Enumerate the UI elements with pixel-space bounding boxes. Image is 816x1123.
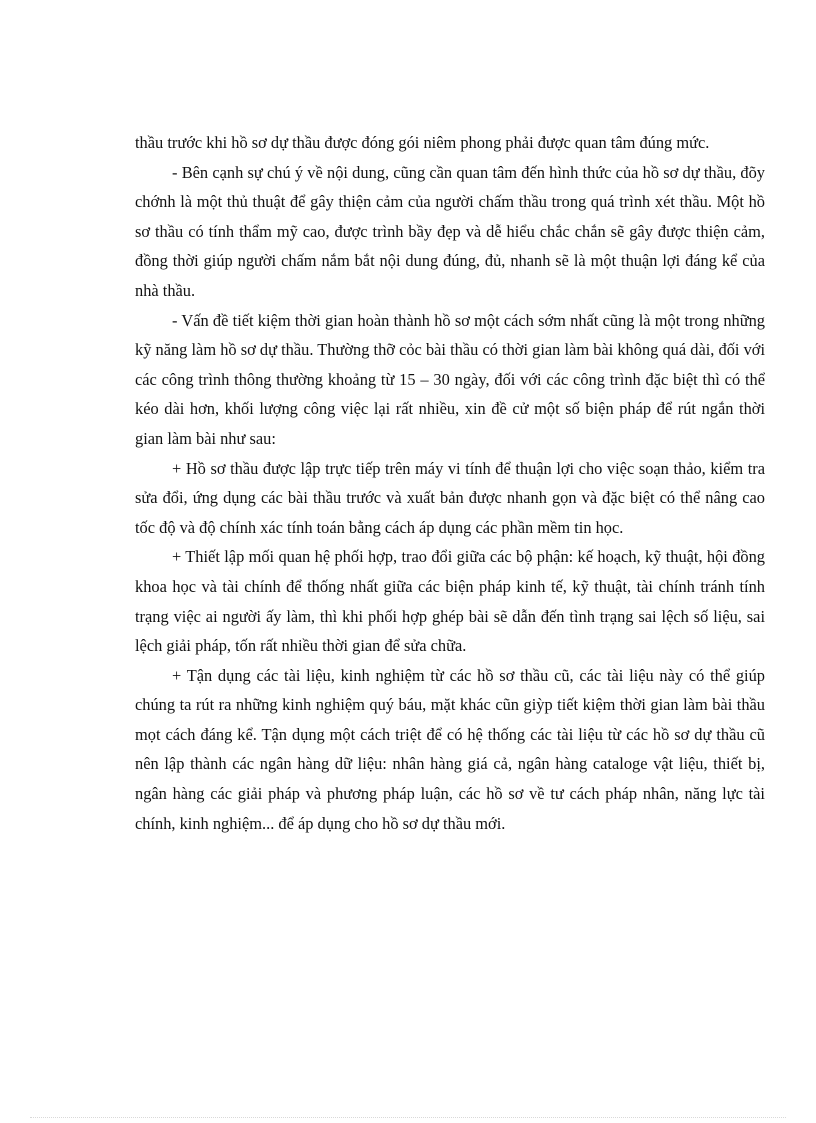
paragraph-reuse-documents: + Tận dụng các tài liệu, kinh nghiệm từ các hồ sơ thầu cũ, các tài liệu này có thể giúp chúng ta rút ra những kinh nghiệm quý báu, mặt khác cũn giỳp tiết kiệm thời gian làm bài thầu mọt cách đáng kể. Tận dụng một cách triệt để có hệ thống các tài liệu từ các hồ sơ dự thầu cũ nên lập thành các ngân hàng dữ liệu: nhân hàng giá cả, ngân hàng cataloge vật liệu, thiết bị, ngân hàng các giải pháp và phương pháp luận, các hồ sơ về tư cách pháp nhân, năng lực tài chính, kinh nghiệm... để áp dụng cho hồ sơ dự thầu mới. xyxy=(135,665,765,833)
body-text xyxy=(135,128,765,838)
paragraph-coordination: + Thiết lập mối quan hệ phối hợp, trao đổi giữa các bộ phận: kế hoạch, kỹ thuật, hội đồng khoa học và tài chính để thống nhất giữa các biện pháp kinh tế, kỹ thuật, tài chính tránh tính trạng việc ai người ấy làm, thì khi phối hợp ghép bài sẽ dẫn đến tình trạng sai lệch số liệu, sai lệch giải pháp, tốn rất nhiều thời gian để sửa chữa. xyxy=(135,547,765,656)
paragraph-time-saving: - Vấn đề tiết kiệm thời gian hoàn thành hồ sơ một cách sớm nhất cũng là một trong những kỹ năng làm hồ sơ dự thầu. Thường thỡ cỏc bài thầu có thời gian làm bài không quá dài, đối với các công trình thông thường khoảng từ 15 – 30 ngày, đối với các công trình đặc biệt thì có thể kéo dài hơn, khối lượng công việc lại rất nhiều, xin đề cử một số biện pháp để rút ngắn thời gian làm bài như sau: xyxy=(135,310,765,448)
bottom-divider xyxy=(30,1117,786,1118)
paragraph-computer-preparation: + Hồ sơ thầu được lập trực tiếp trên máy vi tính để thuận lợi cho việc soạn thảo, kiểm tra sửa đổi, ứng dụng các bài thầu trước và xuất bản được nhanh gọn và đặc biệt có thể nâng cao tốc độ và độ chính xác tính toán bằng cách áp dụng các phần mềm tin học. xyxy=(135,458,765,537)
paragraph-continuation: thầu trước khi hồ sơ dự thầu được đóng gói niêm phong phải được quan tâm đúng mức. xyxy=(135,133,710,152)
paragraph-presentation-form: - Bên cạnh sự chú ý về nội dung, cũng cần quan tâm đến hình thức của hồ sơ dự thầu, đõy chớnh là một thủ thuật để gây thiện cảm của người chấm thầu trong quá trình xét thầu. Một hồ sơ thầu có tính thẩm mỹ cao, được trình bầy đẹp và dễ hiểu chắc chắn sẽ gây được thiện cảm, đồng thời giúp người chấm nắm bắt nội dung đúng, đủ, nhanh sẽ là một thuận lợi đáng kể của nhà thầu. xyxy=(135,162,765,300)
